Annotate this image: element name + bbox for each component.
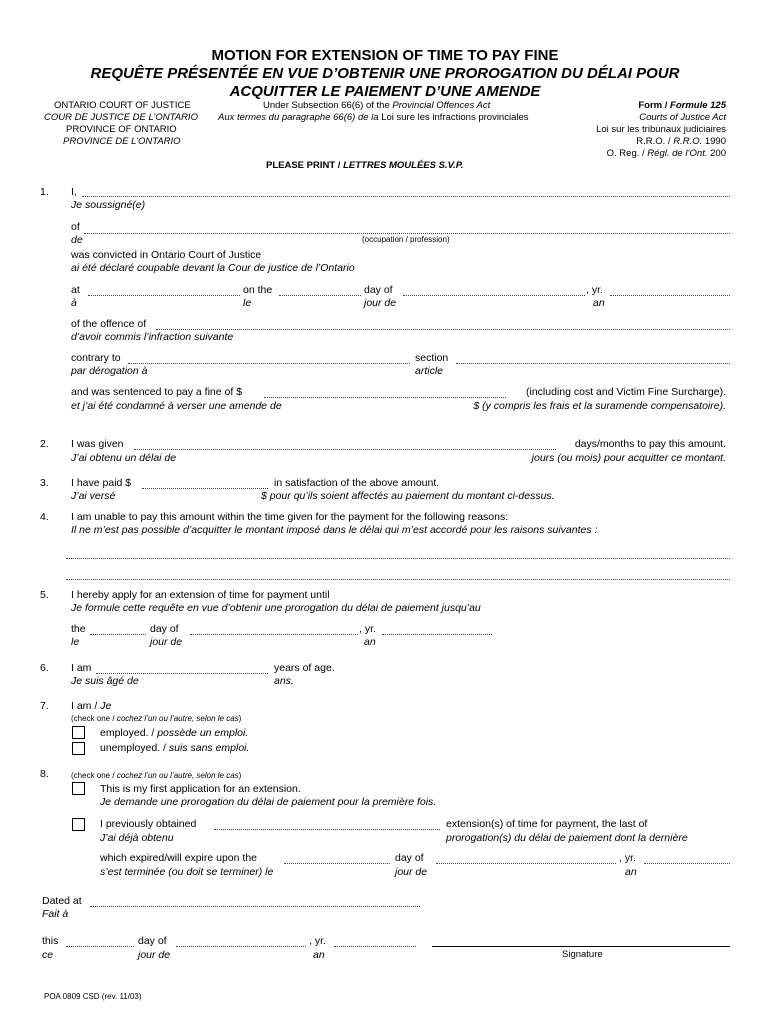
form-code: POA 0809 CSD (rev. 11/03) xyxy=(44,992,142,1001)
amount-paid-field[interactable] xyxy=(142,488,268,489)
label-the-fr: le xyxy=(71,636,80,648)
name-field[interactable] xyxy=(82,196,730,197)
label-satisfaction-fr: $ pour qu’ils soient affectés au paiement du montant ci-dessus. xyxy=(261,490,555,502)
signed-month-field[interactable] xyxy=(176,946,306,947)
previous-extension-checkbox[interactable] xyxy=(72,818,85,831)
court-name-en: ONTARIO COURT OF JUSTICE xyxy=(54,100,191,111)
label-expiry-yr: , yr. xyxy=(619,852,636,864)
expiry-day-field[interactable] xyxy=(284,863,390,864)
employed-checkbox[interactable] xyxy=(72,726,85,739)
label-including: (including cost and Victim Fine Surcharge). xyxy=(526,386,726,398)
unemployed-checkbox[interactable] xyxy=(72,742,85,755)
label-yr: , yr. xyxy=(586,284,603,296)
label-satisfaction: in satisfaction of the above amount. xyxy=(274,477,440,489)
convicted-fr: ai été déclaré coupable devant la Cour de justice de l’Ontario xyxy=(71,262,355,274)
label-signed-day-of: day of xyxy=(138,935,167,947)
label-paid: I have paid $ xyxy=(71,477,132,489)
section-field[interactable] xyxy=(456,363,730,364)
label-at: at xyxy=(71,284,80,296)
section-number-7: 7. xyxy=(40,700,49,712)
oreg-reference: O. Reg. / Régl. de l’Ont. 200 xyxy=(606,148,726,159)
label-ext-yr-fr: an xyxy=(364,636,376,648)
statute-field[interactable] xyxy=(128,363,410,364)
subsection-fr: Aux termes du paragraphe 66(6) de la Loi sure les infractions provinciales xyxy=(218,112,529,123)
label-including-fr: $ (y compris les frais et la suramende compensatoire). xyxy=(473,400,726,412)
label-signed-yr: , yr. xyxy=(309,935,326,947)
label-first-application: This is my first application for an extension. xyxy=(100,783,301,795)
label-ext-day-of-fr: jour de xyxy=(150,636,183,648)
label-this: this xyxy=(42,935,59,947)
reasons-line-1[interactable] xyxy=(66,558,730,559)
conviction-month-field[interactable] xyxy=(403,295,585,296)
label-day-of-fr: jour de xyxy=(364,297,397,309)
form-title-fr-line1: REQUÊTE PRÉSENTÉE EN VUE D’OBTENIR UNE PROROGATION DU DÉLAI POUR xyxy=(90,65,680,82)
rro-reference: R.R.O. / R.R.O. 1990 xyxy=(636,136,726,147)
label-expired-fr: s’est terminée (ou doit se terminer) le xyxy=(100,866,274,878)
conviction-year-field[interactable] xyxy=(610,295,730,296)
section-number-3: 3. xyxy=(40,477,49,489)
label-extensions-fr: prorogation(s) du délai de paiement dont la dernière xyxy=(446,832,688,844)
section-number-1: 1. xyxy=(40,186,49,198)
conviction-day-field[interactable] xyxy=(279,295,361,296)
label-extensions: extension(s) of time for payment, the last of xyxy=(446,818,648,830)
label-employed: employed. / possède un emploi. xyxy=(100,727,249,739)
extension-day-field[interactable] xyxy=(90,634,146,635)
court-name-fr: COUR DE JUSTICE DE L’ONTARIO xyxy=(44,112,198,123)
label-given: I was given xyxy=(71,438,124,450)
label-i-fr: Je soussigné(e) xyxy=(71,199,146,211)
label-on-the: on the xyxy=(243,284,273,296)
label-fine: and was sentenced to pay a fine of $ xyxy=(71,386,243,398)
label-ext-yr: , yr. xyxy=(359,623,376,635)
label-days-months-fr: jours (ou mois) pour acquitter ce montant. xyxy=(531,452,726,464)
label-apply-fr: Je formule cette requête en vue d’obtenir une prorogation du délai de paiement jusqu’au xyxy=(71,602,481,614)
form-number: Form / Formule 125 xyxy=(638,100,726,111)
label-yr-fr: an xyxy=(593,297,605,309)
occupation-hint: (occupation / profession) xyxy=(362,235,450,244)
age-field[interactable] xyxy=(96,673,268,674)
expiry-month-field[interactable] xyxy=(436,863,616,864)
expiry-year-field[interactable] xyxy=(644,863,730,864)
label-employment: I am / Je xyxy=(71,700,112,712)
label-signed-day-of-fr: jour de xyxy=(138,949,171,961)
first-application-checkbox[interactable] xyxy=(72,782,85,795)
signed-day-field[interactable] xyxy=(66,946,134,947)
label-expiry-yr-fr: an xyxy=(625,866,637,878)
previous-extensions-count-field[interactable] xyxy=(214,829,440,830)
location-field[interactable] xyxy=(88,295,240,296)
time-given-field[interactable] xyxy=(134,449,556,450)
label-at-fr: à xyxy=(71,297,77,309)
extension-month-field[interactable] xyxy=(190,634,358,635)
fine-amount-field[interactable] xyxy=(264,397,506,398)
label-given-fr: J’ai obtenu un délai de xyxy=(71,452,177,464)
signature-line[interactable] xyxy=(432,946,730,947)
label-section: section xyxy=(415,352,449,364)
check-one-hint-7: (check one / cochez l’un ou l’autre, selon le cas) xyxy=(71,714,242,723)
label-contrary: contrary to xyxy=(71,352,121,364)
dated-at-field[interactable] xyxy=(90,906,420,907)
label-ext-day-of: day of xyxy=(150,623,179,635)
reasons-line-2[interactable] xyxy=(66,579,730,580)
label-days-months: days/months to pay this amount. xyxy=(574,438,726,450)
form-title-fr-line2: ACQUITTER LE PAIEMENT D’UNE AMENDE xyxy=(229,83,541,100)
label-previously-obtained: I previously obtained xyxy=(100,818,197,830)
label-i: I, xyxy=(71,186,77,198)
label-of: of xyxy=(71,221,80,233)
signed-year-field[interactable] xyxy=(334,946,416,947)
label-offence: of the offence of xyxy=(71,318,147,330)
label-contrary-fr: par dérogation à xyxy=(71,365,148,377)
label-years: years of age. xyxy=(274,662,335,674)
section-number-4: 4. xyxy=(40,511,49,523)
act-fr: Loi sur les tribunaux judiciaires xyxy=(596,124,726,135)
occupation-field[interactable] xyxy=(84,233,730,234)
label-on-the-fr: le xyxy=(243,297,252,309)
extension-year-field[interactable] xyxy=(382,634,492,635)
label-paid-fr: J’ai versé xyxy=(71,490,116,502)
section-number-6: 6. xyxy=(40,662,49,674)
offence-field[interactable] xyxy=(156,329,730,330)
label-expired: which expired/will expire upon the xyxy=(100,852,258,864)
subsection-en: Under Subsection 66(6) of the Provincial Offences Act xyxy=(263,100,491,111)
section-number-2: 2. xyxy=(40,438,49,450)
label-dated-at-fr: Fait à xyxy=(42,908,69,920)
label-of-fr: de xyxy=(71,234,83,246)
act-en: Courts of Justice Act xyxy=(639,112,726,123)
label-i-am: I am xyxy=(71,662,92,674)
province-fr: PROVINCE DE L’ONTARIO xyxy=(63,136,181,147)
label-day-of: day of xyxy=(364,284,393,296)
label-signed-yr-fr: an xyxy=(313,949,325,961)
label-previously-obtained-fr: J’ai déjà obtenu xyxy=(100,832,174,844)
section-number-5: 5. xyxy=(40,589,49,601)
form-title-en: MOTION FOR EXTENSION OF TIME TO PAY FINE xyxy=(211,47,559,64)
label-this-fr: ce xyxy=(42,949,54,961)
label-unable-fr: Il ne m’est pas possible d’acquitter le montant imposé dans le délai qui m’est accordé pour les raisons suivantes : xyxy=(71,524,598,536)
label-dated-at: Dated at xyxy=(42,895,82,907)
label-offence-fr: d’avoir commis l’infraction suivante xyxy=(71,331,234,343)
province-en: PROVINCE OF ONTARIO xyxy=(66,124,177,135)
label-expiry-day-of: day of xyxy=(395,852,424,864)
section-number-8: 8. xyxy=(40,768,49,780)
label-unable: I am unable to pay this amount within the time given for the payment for the following reasons: xyxy=(71,511,509,523)
label-apply: I hereby apply for an extension of time for payment until xyxy=(71,589,330,601)
convicted-en: was convicted in Ontario Court of Justice xyxy=(71,249,262,261)
label-i-am-fr: Je suis âgé de xyxy=(71,675,139,687)
label-first-application-fr: Je demande une prorogation du délai de paiement pour la première fois. xyxy=(100,796,437,808)
label-fine-fr: et j’ai été condamné à verser une amende de xyxy=(71,400,282,412)
label-signature: Signature xyxy=(562,949,603,960)
label-the: the xyxy=(71,623,86,635)
label-expiry-day-of-fr: jour de xyxy=(395,866,428,878)
print-instruction: PLEASE PRINT / LETTRES MOULÉES S.V.P. xyxy=(266,160,464,171)
label-section-fr: article xyxy=(415,365,444,377)
check-one-hint-8: (check one / cochez l’un ou l’autre, selon le cas) xyxy=(71,771,242,780)
label-unemployed: unemployed. / suis sans emploi. xyxy=(100,742,250,754)
label-years-fr: ans. xyxy=(274,675,294,687)
